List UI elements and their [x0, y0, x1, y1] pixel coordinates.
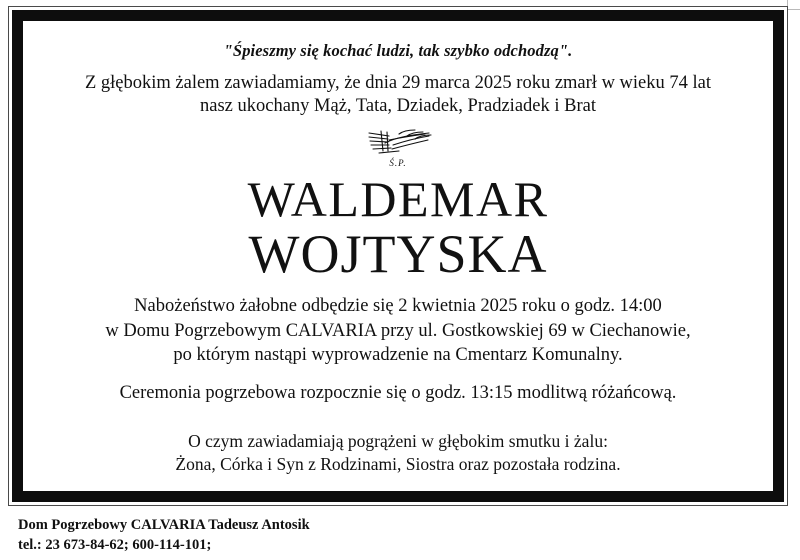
- notice-content: [23, 21, 773, 491]
- closing-line-1: O czym zawiadamiają pogrążeni w głębokim smutku i żalu:: [188, 430, 608, 451]
- announcement-block: [49, 72, 747, 119]
- mourning-border: [12, 10, 784, 502]
- obituary-notice-frame: [8, 6, 788, 506]
- wheat-sheaf-emblem: [49, 125, 747, 171]
- funeral-home-footer: [18, 516, 778, 555]
- closing-line-2: Żona, Córka i Syn z Rodzinami, Siostra oraz pozostała rodzina.: [175, 453, 621, 474]
- service-details: [49, 294, 747, 367]
- deceased-first-name: WALDEMAR: [247, 170, 549, 227]
- announcement-line-2: nasz ukochany Mąż, Tata, Dziadek, Pradziadek i Brat: [200, 96, 596, 117]
- motto-text: "Śpieszmy się kochać ludzi, tak szybko odchodzą".: [223, 41, 573, 60]
- emblem-caption: Ś.P.: [389, 158, 407, 169]
- ceremony-line: Ceremonia pogrzebowa rozpocznie się o godz. 13:15 modlitwą różańcową.: [119, 383, 677, 404]
- service-line-1: Nabożeństwo żałobne odbędzie się 2 kwietnia 2025 roku o godz. 14:00: [134, 296, 662, 317]
- service-line-3: po którym nastąpi wyprowadzenie na Cmentarz Komunalny.: [173, 345, 623, 366]
- service-line-2: w Domu Pogrzebowym CALVARIA przy ul. Gostkowskiej 69 w Ciechanowie,: [105, 320, 691, 341]
- funeral-home-phone: tel.: 23 673-84-62; 600-114-101;: [18, 536, 212, 553]
- scan-edge-mark-horizontal: [786, 9, 800, 10]
- funeral-home-name: Dom Pogrzebowy CALVARIA Tadeusz Antosik: [18, 517, 310, 533]
- closing-block: [49, 430, 747, 476]
- deceased-name: [49, 170, 747, 285]
- deceased-last-name: WOJTYSKA: [248, 224, 548, 285]
- announcement-line-1: Z głębokim żalem zawiadamiamy, że dnia 29 marca 2025 roku zmarł w wieku 74 lat: [84, 72, 712, 93]
- wheat-cross-icon: [359, 127, 437, 161]
